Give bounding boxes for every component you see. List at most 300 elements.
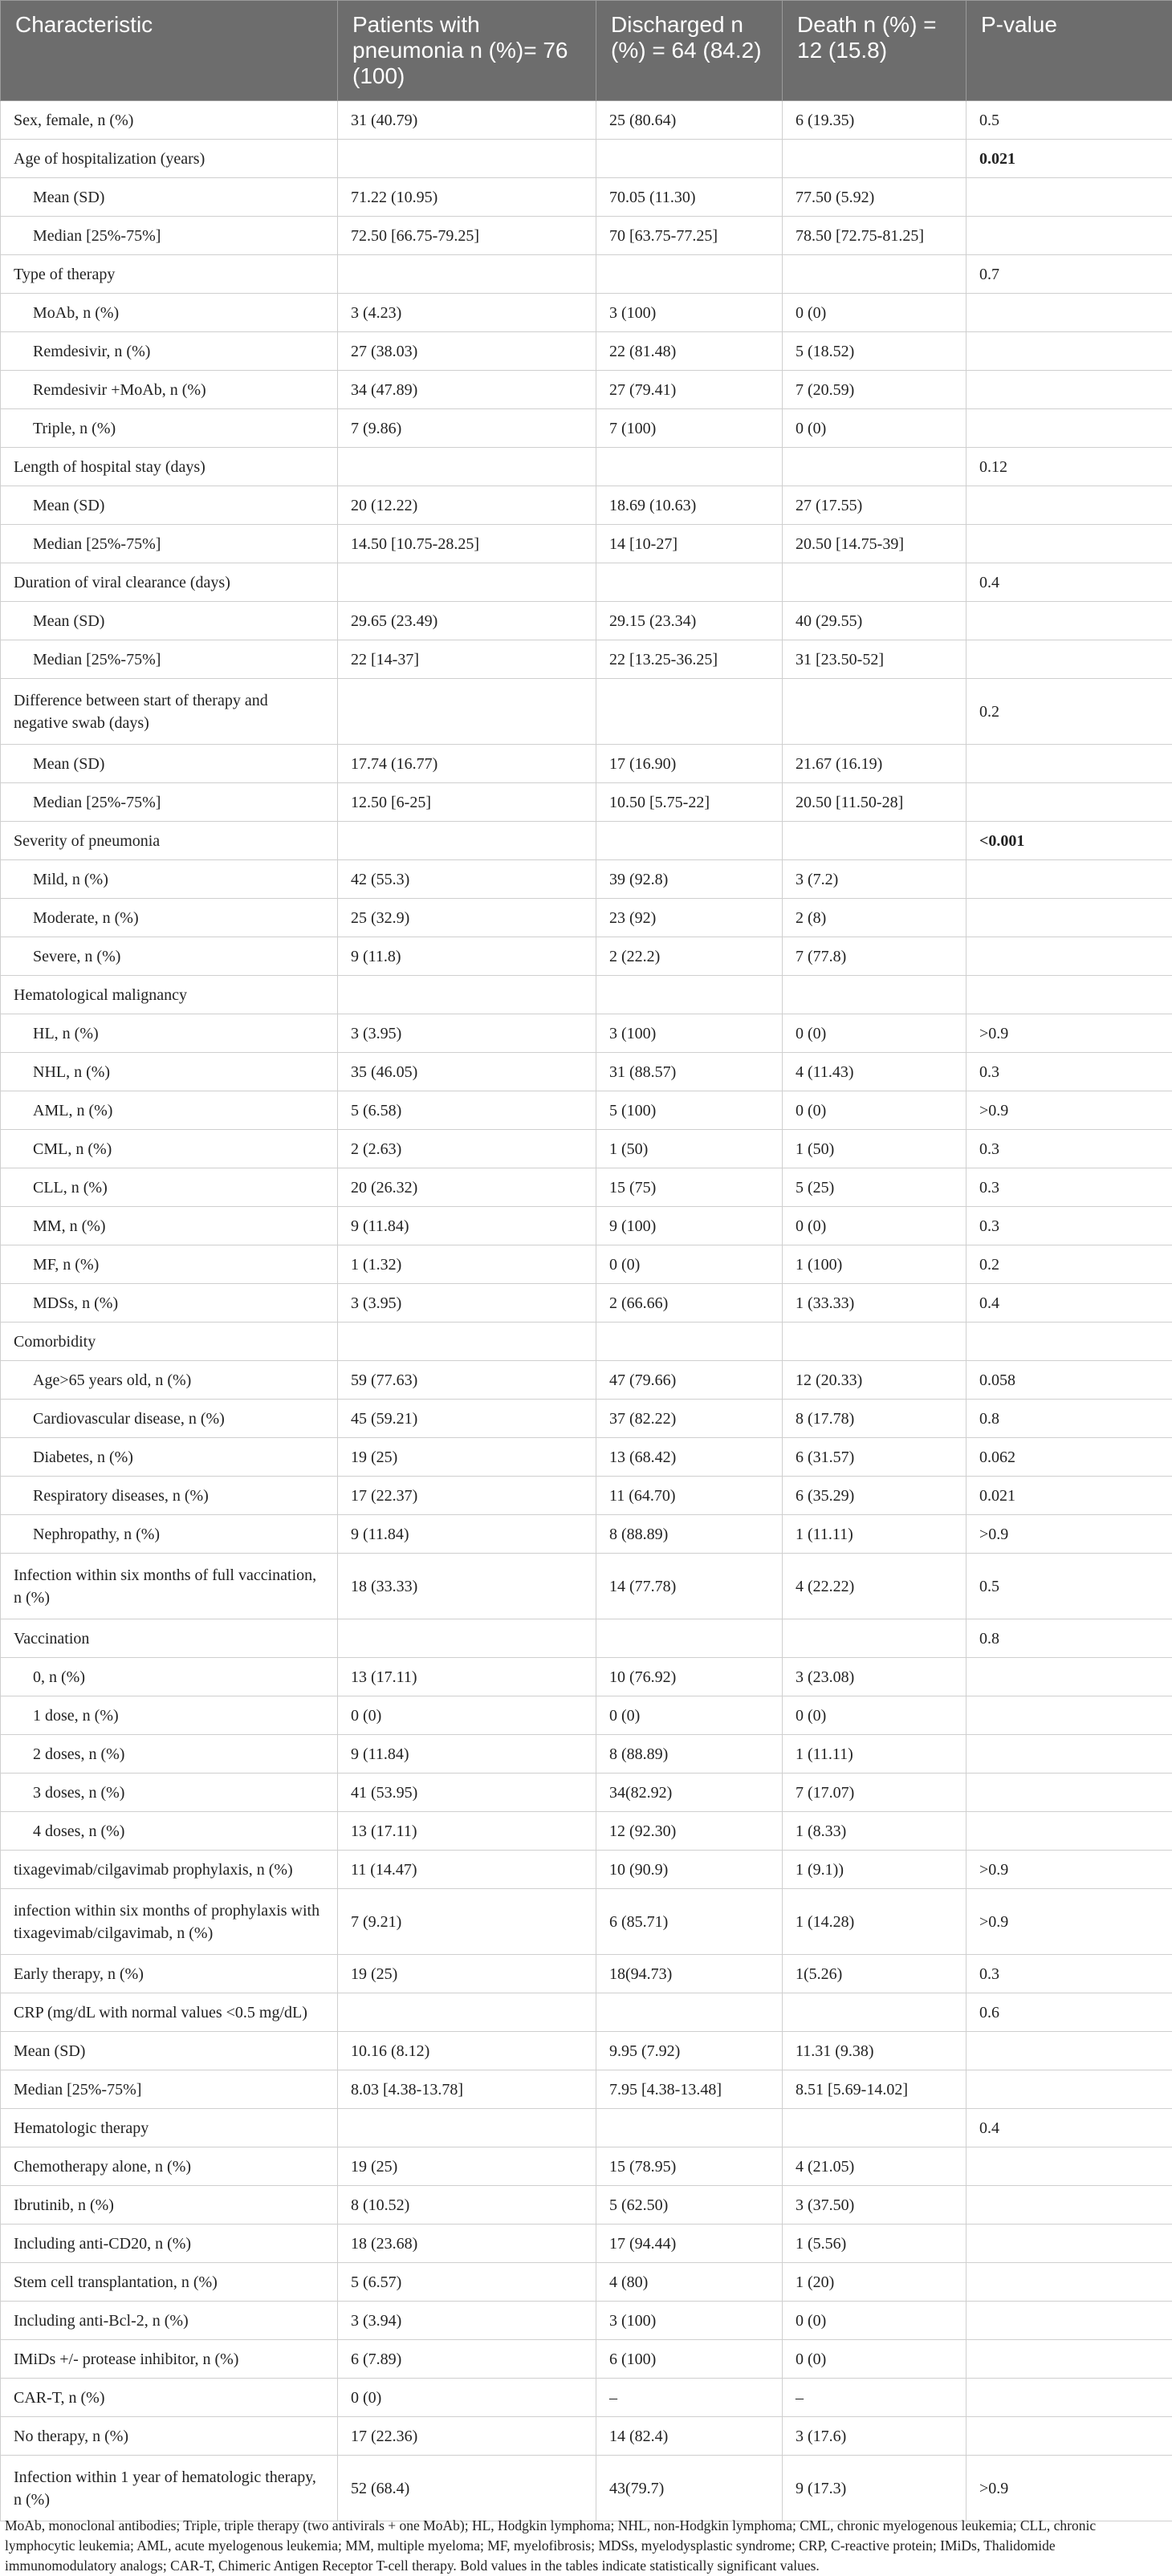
cell-discharged: 14 (77.78) — [596, 1554, 783, 1619]
cell-death: 1 (5.56) — [783, 2225, 966, 2263]
table-row — [1, 1812, 1172, 1851]
cell-patients: 10.16 (8.12) — [338, 2032, 596, 2070]
cell-discharged: 14 [10-27] — [596, 525, 783, 563]
header-row — [1, 1, 1172, 101]
cell-patients: 42 (55.3) — [338, 860, 596, 899]
table-row — [1, 860, 1172, 899]
cell-death: 0 (0) — [783, 1696, 966, 1735]
header-discharged: Discharged n (%) = 64 (84.2) — [596, 1, 783, 101]
table-row — [1, 1168, 1172, 1207]
table-footnote: MoAb, monoclonal antibodies; Triple, triple therapy (two antivirals + one MoAb); HL, Hodgkin lymphoma; NHL, non-Hodgkin lymphoma; CML, chronic myelogenous leukemia; CLL, chronic lymphocytic leukemia; AML, acute myelogenous leukemia; MM, multiple myeloma; MF, myelofibrosis; MDSs, myelodysplastic syndrome; CRP, C-reactive protein; IMiDs, Thalidomide immunomodulatory analogs; CAR-T, Chimeric Antigen Receptor T-cell therapy. Bold values in the tables indicate statistically significant values. — [0, 2516, 1172, 2576]
cell-patients: 2 (2.63) — [338, 1130, 596, 1168]
cell-p-value — [966, 1812, 1172, 1851]
cell-patients: 27 (38.03) — [338, 332, 596, 371]
cell-discharged: 15 (75) — [596, 1168, 783, 1207]
cell-characteristic: HL, n (%) — [1, 1014, 338, 1053]
cell-patients: 17 (22.37) — [338, 1477, 596, 1515]
cell-death: 1 (50) — [783, 1130, 966, 1168]
table-row — [1, 217, 1172, 255]
table-row — [1, 1207, 1172, 1245]
table-row — [1, 2186, 1172, 2225]
table-row — [1, 486, 1172, 525]
cell-discharged: 11 (64.70) — [596, 1477, 783, 1515]
cell-death: 1(5.26) — [783, 1955, 966, 1993]
cell-patients: 8.03 [4.38-13.78] — [338, 2070, 596, 2109]
cell-discharged: 5 (100) — [596, 1091, 783, 1130]
cell-death: 7 (20.59) — [783, 371, 966, 409]
table-row — [1, 2109, 1172, 2147]
cell-death: 5 (25) — [783, 1168, 966, 1207]
cell-p-value — [966, 976, 1172, 1014]
cell-death: 27 (17.55) — [783, 486, 966, 525]
cell-death: 0 (0) — [783, 1207, 966, 1245]
cell-patients: 3 (3.94) — [338, 2302, 596, 2340]
table-row — [1, 1696, 1172, 1735]
cell-characteristic: Remdesivir, n (%) — [1, 332, 338, 371]
table-row — [1, 1851, 1172, 1889]
cell-p-value: 0.3 — [966, 1207, 1172, 1245]
cell-discharged: 29.15 (23.34) — [596, 602, 783, 640]
cell-characteristic: MM, n (%) — [1, 1207, 338, 1245]
cell-death: 4 (22.22) — [783, 1554, 966, 1619]
cell-discharged: 27 (79.41) — [596, 371, 783, 409]
cell-p-value: >0.9 — [966, 2456, 1172, 2521]
cell-p-value — [966, 2417, 1172, 2456]
cell-characteristic: Mean (SD) — [1, 178, 338, 217]
cell-death: 7 (77.8) — [783, 937, 966, 976]
cell-discharged: 3 (100) — [596, 1014, 783, 1053]
table-row — [1, 783, 1172, 822]
table-row — [1, 2032, 1172, 2070]
table-row — [1, 2225, 1172, 2263]
cell-death: 1 (11.11) — [783, 1515, 966, 1554]
table-row — [1, 745, 1172, 783]
cell-patients — [338, 448, 596, 486]
cell-discharged: 8 (88.89) — [596, 1515, 783, 1554]
cell-patients: 7 (9.86) — [338, 409, 596, 448]
cell-patients — [338, 822, 596, 860]
table-row — [1, 1361, 1172, 1400]
cell-p-value — [966, 525, 1172, 563]
cell-discharged: 10 (76.92) — [596, 1658, 783, 1696]
cell-p-value — [966, 371, 1172, 409]
cell-discharged: 1 (50) — [596, 1130, 783, 1168]
table-row — [1, 640, 1172, 679]
cell-patients: 19 (25) — [338, 2147, 596, 2186]
cell-p-value: 0.3 — [966, 1955, 1172, 1993]
cell-patients: 13 (17.11) — [338, 1658, 596, 1696]
cell-p-value: <0.001 — [966, 822, 1172, 860]
cell-p-value — [966, 899, 1172, 937]
cell-characteristic: Ibrutinib, n (%) — [1, 2186, 338, 2225]
cell-death: 2 (8) — [783, 899, 966, 937]
cell-death: 40 (29.55) — [783, 602, 966, 640]
cell-p-value — [966, 332, 1172, 371]
cell-patients — [338, 2109, 596, 2147]
table-row — [1, 1130, 1172, 1168]
cell-patients: 9 (11.84) — [338, 1515, 596, 1554]
cell-p-value — [966, 783, 1172, 822]
cell-discharged: 12 (92.30) — [596, 1812, 783, 1851]
cell-patients: 6 (7.89) — [338, 2340, 596, 2379]
cell-death: 1 (8.33) — [783, 1812, 966, 1851]
cell-p-value: 0.2 — [966, 1245, 1172, 1284]
cell-characteristic: Severe, n (%) — [1, 937, 338, 976]
cell-characteristic: CLL, n (%) — [1, 1168, 338, 1207]
cell-characteristic: AML, n (%) — [1, 1091, 338, 1130]
cell-patients: 72.50 [66.75-79.25] — [338, 217, 596, 255]
cell-patients: 1 (1.32) — [338, 1245, 596, 1284]
cell-p-value: 0.3 — [966, 1168, 1172, 1207]
cell-p-value: 0.7 — [966, 255, 1172, 294]
cell-death: 4 (11.43) — [783, 1053, 966, 1091]
cell-p-value — [966, 2302, 1172, 2340]
cell-p-value: 0.12 — [966, 448, 1172, 486]
cell-characteristic: Infection within 1 year of hematologic therapy, n (%) — [1, 2456, 338, 2521]
cell-patients: 34 (47.89) — [338, 371, 596, 409]
cell-death — [783, 1619, 966, 1658]
table-row — [1, 1955, 1172, 1993]
cell-discharged: 5 (62.50) — [596, 2186, 783, 2225]
cell-discharged: 22 (81.48) — [596, 332, 783, 371]
cell-death — [783, 1323, 966, 1361]
cell-p-value — [966, 2070, 1172, 2109]
table-row — [1, 409, 1172, 448]
cell-characteristic: Nephropathy, n (%) — [1, 1515, 338, 1554]
cell-characteristic: 3 doses, n (%) — [1, 1774, 338, 1812]
cell-characteristic: Stem cell transplantation, n (%) — [1, 2263, 338, 2302]
cell-discharged — [596, 1323, 783, 1361]
cell-death — [783, 2109, 966, 2147]
cell-discharged: 37 (82.22) — [596, 1400, 783, 1438]
table-header — [1, 1, 1172, 101]
cell-p-value — [966, 745, 1172, 783]
cell-discharged: 0 (0) — [596, 1245, 783, 1284]
cell-discharged: 34(82.92) — [596, 1774, 783, 1812]
cell-patients — [338, 679, 596, 745]
cell-discharged — [596, 140, 783, 178]
cell-death: 12 (20.33) — [783, 1361, 966, 1400]
cell-characteristic: Type of therapy — [1, 255, 338, 294]
cell-patients: 71.22 (10.95) — [338, 178, 596, 217]
header-patients: Patients with pneumonia n (%)= 76 (100) — [338, 1, 596, 101]
cell-patients: 13 (17.11) — [338, 1812, 596, 1851]
table-row — [1, 563, 1172, 602]
cell-characteristic: Chemotherapy alone, n (%) — [1, 2147, 338, 2186]
table-row — [1, 1323, 1172, 1361]
cell-characteristic: Diabetes, n (%) — [1, 1438, 338, 1477]
cell-discharged — [596, 255, 783, 294]
table-row — [1, 1554, 1172, 1619]
cell-p-value: 0.062 — [966, 1438, 1172, 1477]
cell-discharged: 0 (0) — [596, 1696, 783, 1735]
cell-death — [783, 140, 966, 178]
cell-p-value — [966, 486, 1172, 525]
table-row — [1, 1400, 1172, 1438]
cell-characteristic: 4 doses, n (%) — [1, 1812, 338, 1851]
cell-characteristic: Including anti-Bcl-2, n (%) — [1, 2302, 338, 2340]
cell-p-value — [966, 2263, 1172, 2302]
cell-patients: 17 (22.36) — [338, 2417, 596, 2456]
cell-death: 3 (23.08) — [783, 1658, 966, 1696]
cell-patients — [338, 563, 596, 602]
cell-patients: 7 (9.21) — [338, 1889, 596, 1955]
cell-death: 0 (0) — [783, 2302, 966, 2340]
table-row — [1, 2340, 1172, 2379]
cell-patients — [338, 1619, 596, 1658]
cell-characteristic: MF, n (%) — [1, 1245, 338, 1284]
cell-characteristic: Difference between start of therapy and negative swab (days) — [1, 679, 338, 745]
cell-characteristic: Infection within six months of full vaccination, n (%) — [1, 1554, 338, 1619]
cell-p-value — [966, 2147, 1172, 2186]
cell-discharged: 47 (79.66) — [596, 1361, 783, 1400]
cell-p-value — [966, 2225, 1172, 2263]
cell-discharged — [596, 2109, 783, 2147]
table-row — [1, 2263, 1172, 2302]
cell-characteristic: infection within six months of prophylaxis with tixagevimab/cilgavimab, n (%) — [1, 1889, 338, 1955]
cell-discharged: 23 (92) — [596, 899, 783, 937]
cell-p-value: >0.9 — [966, 1889, 1172, 1955]
cell-patients: 41 (53.95) — [338, 1774, 596, 1812]
cell-patients: 25 (32.9) — [338, 899, 596, 937]
cell-patients — [338, 140, 596, 178]
cell-p-value — [966, 217, 1172, 255]
cell-characteristic: Sex, female, n (%) — [1, 101, 338, 140]
cell-p-value: >0.9 — [966, 1851, 1172, 1889]
cell-death: 0 (0) — [783, 409, 966, 448]
cell-patients: 14.50 [10.75-28.25] — [338, 525, 596, 563]
cell-p-value — [966, 178, 1172, 217]
cell-p-value — [966, 1658, 1172, 1696]
cell-characteristic: CRP (mg/dL with normal values <0.5 mg/dL) — [1, 1993, 338, 2032]
cell-discharged: 17 (94.44) — [596, 2225, 783, 2263]
cell-death — [783, 255, 966, 294]
cell-characteristic: Including anti-CD20, n (%) — [1, 2225, 338, 2263]
cell-characteristic: Vaccination — [1, 1619, 338, 1658]
cell-death: 3 (37.50) — [783, 2186, 966, 2225]
cell-characteristic: Median [25%-75%] — [1, 640, 338, 679]
cell-p-value: 0.8 — [966, 1400, 1172, 1438]
cell-patients: 31 (40.79) — [338, 101, 596, 140]
cell-characteristic: Median [25%-75%] — [1, 783, 338, 822]
cell-death: 3 (17.6) — [783, 2417, 966, 2456]
table-row — [1, 2302, 1172, 2340]
cell-p-value: 0.058 — [966, 1361, 1172, 1400]
table-row — [1, 976, 1172, 1014]
cell-characteristic: Moderate, n (%) — [1, 899, 338, 937]
cell-discharged: 25 (80.64) — [596, 101, 783, 140]
cell-patients: 20 (26.32) — [338, 1168, 596, 1207]
cell-discharged: 9.95 (7.92) — [596, 2032, 783, 2070]
cell-patients: 5 (6.57) — [338, 2263, 596, 2302]
cell-characteristic: MoAb, n (%) — [1, 294, 338, 332]
table-row — [1, 178, 1172, 217]
cell-p-value: 0.3 — [966, 1053, 1172, 1091]
cell-death — [783, 563, 966, 602]
cell-death: 0 (0) — [783, 2340, 966, 2379]
cell-discharged: 31 (88.57) — [596, 1053, 783, 1091]
cell-characteristic: Duration of viral clearance (days) — [1, 563, 338, 602]
cell-discharged: 18(94.73) — [596, 1955, 783, 1993]
cell-characteristic: tixagevimab/cilgavimab prophylaxis, n (%) — [1, 1851, 338, 1889]
cell-characteristic: Mean (SD) — [1, 745, 338, 783]
cell-p-value — [966, 2032, 1172, 2070]
table-row — [1, 2456, 1172, 2521]
cell-characteristic: Mean (SD) — [1, 486, 338, 525]
cell-p-value: >0.9 — [966, 1091, 1172, 1130]
cell-patients: 9 (11.84) — [338, 1735, 596, 1774]
cell-characteristic: Hematologic therapy — [1, 2109, 338, 2147]
cell-discharged: 8 (88.89) — [596, 1735, 783, 1774]
table-row — [1, 1053, 1172, 1091]
cell-p-value — [966, 2186, 1172, 2225]
cell-death: 7 (17.07) — [783, 1774, 966, 1812]
cell-death — [783, 448, 966, 486]
cell-characteristic: Median [25%-75%] — [1, 2070, 338, 2109]
header-death: Death n (%) = 12 (15.8) — [783, 1, 966, 101]
cell-discharged — [596, 679, 783, 745]
cell-p-value — [966, 1774, 1172, 1812]
cell-patients: 17.74 (16.77) — [338, 745, 596, 783]
table-row — [1, 1735, 1172, 1774]
cell-p-value — [966, 937, 1172, 976]
cell-characteristic: CML, n (%) — [1, 1130, 338, 1168]
cell-discharged: 43(79.7) — [596, 2456, 783, 2521]
cell-characteristic: Length of hospital stay (days) — [1, 448, 338, 486]
cell-discharged: 4 (80) — [596, 2263, 783, 2302]
cell-patients — [338, 255, 596, 294]
table-row — [1, 1889, 1172, 1955]
cell-characteristic: 0, n (%) — [1, 1658, 338, 1696]
cell-patients: 19 (25) — [338, 1955, 596, 1993]
cell-patients: 52 (68.4) — [338, 2456, 596, 2521]
cell-discharged: 22 [13.25-36.25] — [596, 640, 783, 679]
cell-death: 4 (21.05) — [783, 2147, 966, 2186]
cell-characteristic: IMiDs +/- protease inhibitor, n (%) — [1, 2340, 338, 2379]
cell-death — [783, 679, 966, 745]
cell-discharged — [596, 1619, 783, 1658]
cell-patients — [338, 1323, 596, 1361]
table-row — [1, 1619, 1172, 1658]
table-row — [1, 448, 1172, 486]
cell-death — [783, 1993, 966, 2032]
cell-patients — [338, 976, 596, 1014]
cell-death: 9 (17.3) — [783, 2456, 966, 2521]
cell-death — [783, 822, 966, 860]
cell-discharged: – — [596, 2379, 783, 2417]
cell-p-value — [966, 2340, 1172, 2379]
cell-death — [783, 976, 966, 1014]
cell-patients: 0 (0) — [338, 1696, 596, 1735]
cell-patients: 22 [14-37] — [338, 640, 596, 679]
cell-p-value: 0.6 — [966, 1993, 1172, 2032]
cell-patients: 8 (10.52) — [338, 2186, 596, 2225]
table-row — [1, 2070, 1172, 2109]
cell-p-value: >0.9 — [966, 1014, 1172, 1053]
cell-discharged — [596, 822, 783, 860]
cell-patients: 5 (6.58) — [338, 1091, 596, 1130]
table-row — [1, 679, 1172, 745]
cell-characteristic: Mild, n (%) — [1, 860, 338, 899]
cell-discharged: 39 (92.8) — [596, 860, 783, 899]
cell-death: – — [783, 2379, 966, 2417]
cell-discharged: 6 (100) — [596, 2340, 783, 2379]
table-row — [1, 1477, 1172, 1515]
cell-discharged: 6 (85.71) — [596, 1889, 783, 1955]
cell-death: 6 (31.57) — [783, 1438, 966, 1477]
cell-p-value: 0.021 — [966, 1477, 1172, 1515]
cell-characteristic: No therapy, n (%) — [1, 2417, 338, 2456]
cell-p-value — [966, 1696, 1172, 1735]
table-row — [1, 525, 1172, 563]
cell-patients: 19 (25) — [338, 1438, 596, 1477]
cell-p-value: 0.4 — [966, 1284, 1172, 1323]
cell-characteristic: Severity of pneumonia — [1, 822, 338, 860]
cell-discharged: 3 (100) — [596, 2302, 783, 2340]
cell-characteristic: Mean (SD) — [1, 602, 338, 640]
cell-patients: 35 (46.05) — [338, 1053, 596, 1091]
cell-discharged: 70.05 (11.30) — [596, 178, 783, 217]
table-row — [1, 371, 1172, 409]
cell-characteristic: Mean (SD) — [1, 2032, 338, 2070]
cell-p-value — [966, 1735, 1172, 1774]
cell-characteristic: MDSs, n (%) — [1, 1284, 338, 1323]
table-row — [1, 1284, 1172, 1323]
cell-characteristic: Remdesivir +MoAb, n (%) — [1, 371, 338, 409]
table-row — [1, 822, 1172, 860]
cell-death: 78.50 [72.75-81.25] — [783, 217, 966, 255]
table-row — [1, 2379, 1172, 2417]
cell-discharged: 17 (16.90) — [596, 745, 783, 783]
cell-p-value: 0.4 — [966, 563, 1172, 602]
cell-characteristic: 1 dose, n (%) — [1, 1696, 338, 1735]
cell-p-value: >0.9 — [966, 1515, 1172, 1554]
cell-death: 6 (35.29) — [783, 1477, 966, 1515]
table-row — [1, 140, 1172, 178]
cell-characteristic: Respiratory diseases, n (%) — [1, 1477, 338, 1515]
cell-patients: 0 (0) — [338, 2379, 596, 2417]
cell-discharged: 70 [63.75-77.25] — [596, 217, 783, 255]
cell-p-value — [966, 2379, 1172, 2417]
table-row — [1, 1993, 1172, 2032]
cell-death: 1 (9.1)) — [783, 1851, 966, 1889]
cell-p-value: 0.3 — [966, 1130, 1172, 1168]
cell-discharged: 9 (100) — [596, 1207, 783, 1245]
cell-p-value — [966, 1323, 1172, 1361]
cell-death: 77.50 (5.92) — [783, 178, 966, 217]
cell-patients — [338, 1993, 596, 2032]
cell-characteristic: Hematological malignancy — [1, 976, 338, 1014]
cell-patients: 9 (11.8) — [338, 937, 596, 976]
cell-patients: 29.65 (23.49) — [338, 602, 596, 640]
table-row — [1, 2147, 1172, 2186]
cell-death: 1 (100) — [783, 1245, 966, 1284]
table-row — [1, 937, 1172, 976]
cell-discharged: 18.69 (10.63) — [596, 486, 783, 525]
table-row — [1, 1014, 1172, 1053]
cell-characteristic: 2 doses, n (%) — [1, 1735, 338, 1774]
cell-death: 8 (17.78) — [783, 1400, 966, 1438]
cell-death: 1 (20) — [783, 2263, 966, 2302]
table-row — [1, 255, 1172, 294]
cell-p-value: 0.021 — [966, 140, 1172, 178]
cell-death: 20.50 [11.50-28] — [783, 783, 966, 822]
cell-discharged: 2 (66.66) — [596, 1284, 783, 1323]
cell-characteristic: Comorbidity — [1, 1323, 338, 1361]
table-row — [1, 1515, 1172, 1554]
cell-patients: 20 (12.22) — [338, 486, 596, 525]
cell-death: 1 (14.28) — [783, 1889, 966, 1955]
